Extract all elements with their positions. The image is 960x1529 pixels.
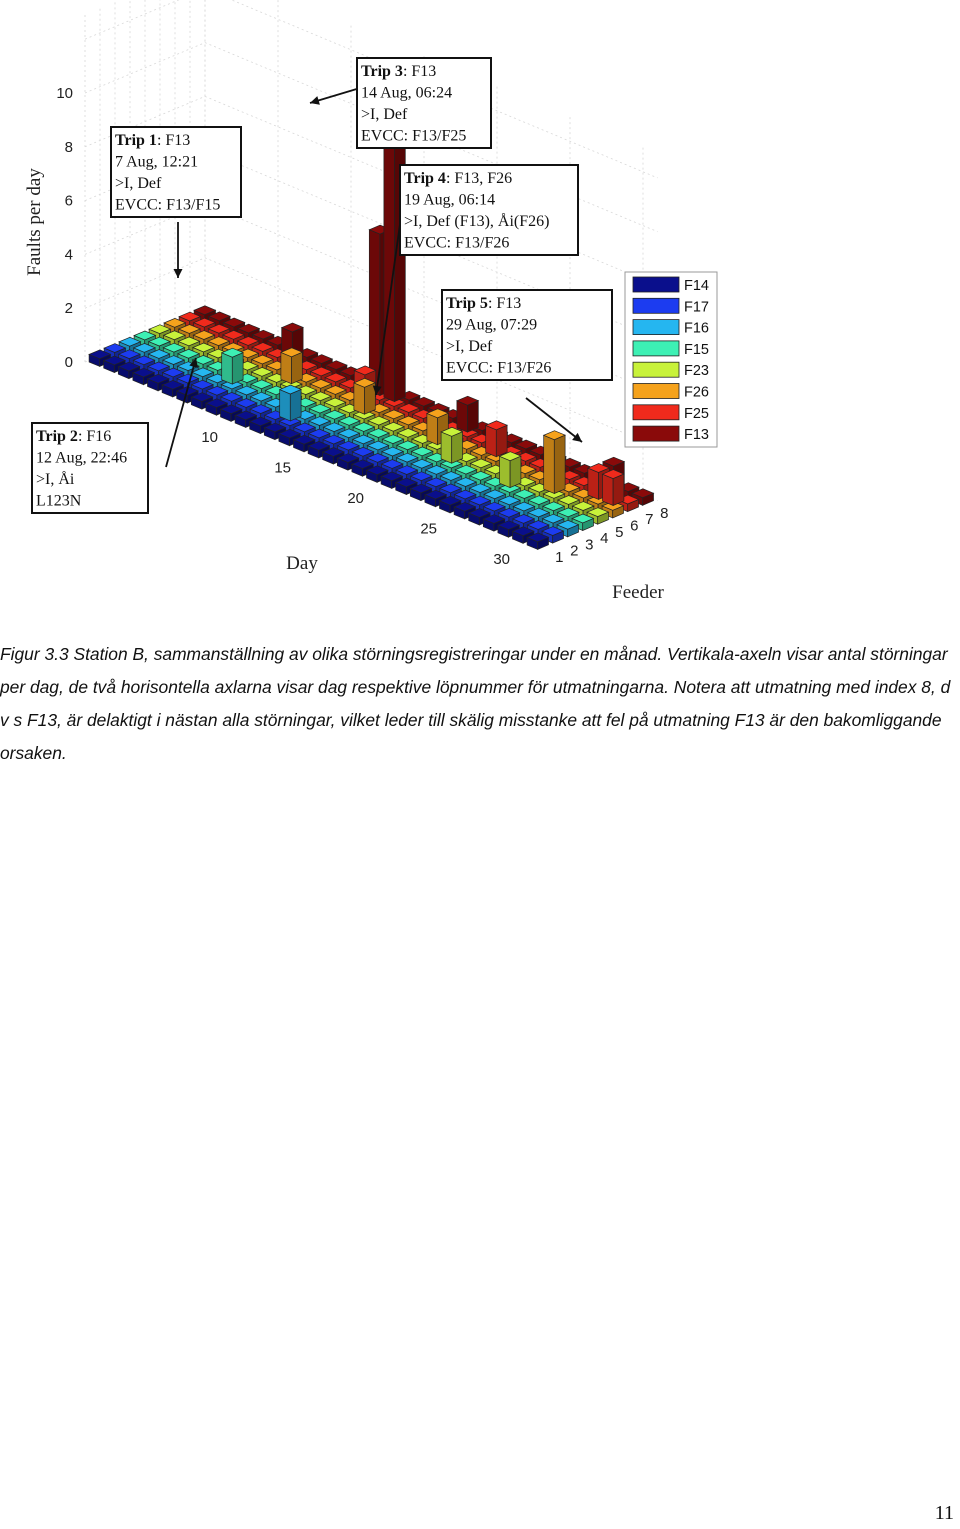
bar bbox=[441, 427, 462, 463]
annotation-trip-label: Trip 2 bbox=[36, 428, 78, 445]
day-tick-label: 20 bbox=[347, 489, 365, 507]
bar-side-face bbox=[290, 389, 301, 421]
figure-caption bbox=[0, 638, 958, 770]
x-axis-label: Day bbox=[286, 553, 318, 574]
bar-side-face bbox=[496, 425, 507, 457]
feeder-tick-label: 2 bbox=[570, 542, 579, 560]
annotation-line: 14 Aug, 06:24 bbox=[361, 84, 453, 102]
annotation-line: 19 Aug, 06:14 bbox=[404, 191, 496, 209]
day-tick-label: 25 bbox=[420, 520, 438, 538]
bar-chart-3d bbox=[0, 0, 960, 620]
legend-label: F17 bbox=[684, 299, 709, 316]
annotation-heading bbox=[36, 428, 111, 445]
bar-side-face bbox=[468, 401, 479, 433]
feeder-tick-label: 1 bbox=[555, 548, 564, 566]
annotation-heading bbox=[115, 132, 190, 149]
bar-front-face bbox=[384, 128, 395, 401]
annotation-feeder: : F16 bbox=[77, 428, 112, 445]
z-tick-label: 2 bbox=[64, 300, 73, 318]
feeder-tick-label: 8 bbox=[660, 504, 669, 522]
legend-label: F23 bbox=[684, 363, 709, 380]
bar-side-face bbox=[613, 474, 624, 506]
legend-swatch bbox=[633, 384, 679, 399]
legend-swatch bbox=[633, 362, 679, 377]
bar-front-face bbox=[281, 352, 292, 383]
annotation-trip-label: Trip 5 bbox=[446, 295, 488, 312]
bar-front-face bbox=[222, 353, 233, 384]
annotation-feeder: : F13 bbox=[487, 295, 522, 312]
legend-swatch bbox=[633, 405, 679, 420]
legend-label: F16 bbox=[684, 320, 709, 337]
z-tick-label: 10 bbox=[56, 85, 73, 102]
bar-front-face bbox=[603, 474, 614, 505]
legend-swatch bbox=[633, 341, 679, 356]
legend-label: F14 bbox=[684, 278, 709, 294]
annotation-trip-3 bbox=[310, 58, 491, 148]
annotation-line: 7 Aug, 12:21 bbox=[115, 153, 199, 171]
annotation-line: >I, Def bbox=[446, 338, 493, 355]
bar-front-face bbox=[280, 390, 291, 421]
annotation-line: EVCC: F13/F25 bbox=[361, 127, 467, 145]
bar bbox=[280, 385, 301, 421]
caption-label: Figur 3.3 bbox=[0, 644, 69, 664]
bar bbox=[222, 348, 243, 384]
legend-label: F25 bbox=[684, 405, 709, 422]
annotation-feeder: : F13, F26 bbox=[445, 170, 513, 187]
bar-side-face bbox=[554, 435, 565, 493]
bar bbox=[544, 431, 565, 494]
bar-side-face bbox=[232, 353, 243, 385]
legend-swatch bbox=[633, 320, 679, 335]
bar bbox=[281, 348, 302, 384]
bar-side-face bbox=[510, 456, 521, 488]
y-axis-label: Feeder bbox=[612, 582, 664, 603]
legend-label: F15 bbox=[684, 341, 709, 358]
annotation-line: 12 Aug, 22:46 bbox=[36, 449, 128, 467]
bar-side-face bbox=[452, 432, 463, 464]
bar bbox=[500, 452, 521, 488]
legend-swatch bbox=[633, 426, 679, 441]
legend-swatch bbox=[633, 277, 679, 292]
bar bbox=[354, 378, 375, 414]
annotation-line: L123N bbox=[36, 492, 82, 510]
chart-legend bbox=[625, 272, 717, 447]
annotation-heading bbox=[446, 295, 521, 312]
feeder-tick-label: 6 bbox=[630, 517, 639, 535]
legend-label: F13 bbox=[684, 427, 709, 444]
annotation-feeder: : F13 bbox=[156, 132, 191, 149]
bar-front-face bbox=[457, 401, 468, 432]
bar-front-face bbox=[544, 435, 555, 493]
bar-front-face bbox=[500, 456, 511, 487]
day-tick-label: 30 bbox=[493, 550, 511, 568]
feeder-tick-label: 7 bbox=[645, 511, 654, 529]
annotation-line: >I, Def bbox=[361, 106, 408, 123]
figure bbox=[0, 0, 960, 620]
feeder-tick-label: 3 bbox=[585, 536, 594, 554]
legend-swatch bbox=[633, 298, 679, 313]
annotation-feeder: : F13 bbox=[402, 63, 437, 80]
day-tick-label: 10 bbox=[201, 428, 219, 446]
annotation-trip-label: Trip 3 bbox=[361, 63, 403, 80]
z-tick-label: 4 bbox=[64, 246, 73, 264]
annotation-line: 29 Aug, 07:29 bbox=[446, 316, 538, 334]
annotation-heading bbox=[404, 170, 512, 187]
z-tick-label: 6 bbox=[64, 192, 73, 210]
annotation-line: EVCC: F13/F26 bbox=[446, 359, 552, 377]
bar bbox=[603, 470, 624, 506]
annotation-line: >I, Åi bbox=[36, 471, 75, 488]
bar bbox=[486, 421, 507, 457]
feeder-tick-label: 5 bbox=[615, 523, 624, 541]
bar bbox=[457, 396, 478, 432]
bar-front-face bbox=[486, 425, 497, 456]
z-axis-label: Faults per day bbox=[24, 168, 45, 276]
annotation-trip-label: Trip 1 bbox=[115, 132, 157, 149]
bar-front-face bbox=[427, 413, 438, 444]
z-tick-label: 8 bbox=[64, 138, 73, 156]
page-number: 11 bbox=[934, 1502, 954, 1524]
annotation-trip-1 bbox=[111, 127, 241, 278]
annotation-line: >I, Def (F13), Åi(F26) bbox=[404, 213, 550, 230]
legend-label: F26 bbox=[684, 384, 709, 401]
annotation-line: EVCC: F13/F26 bbox=[404, 234, 510, 252]
bar-front-face bbox=[354, 383, 365, 414]
bar-front-face bbox=[441, 432, 452, 463]
day-tick-label: 15 bbox=[274, 459, 292, 477]
caption-text: Station B, sammanställning av olika störningsregistreringar under en månad. Vertikala-axeln visar antal störningar per dag, de två horisontella axlarna visar dag respektive löpnummer för utmatningarna. Notera att utmatning med index 8, d v s F13, är delaktigt i nästan alla störningar, vilket leder till skälig misstanke att fel på utmatning F13 är den bakomliggande orsaken. bbox=[0, 644, 951, 763]
annotation-heading bbox=[361, 63, 436, 80]
bar-side-face bbox=[292, 352, 303, 384]
z-tick-label: 0 bbox=[64, 354, 73, 371]
feeder-tick-label: 4 bbox=[600, 530, 609, 548]
annotation-trip-label: Trip 4 bbox=[404, 170, 446, 187]
annotation-line: >I, Def bbox=[115, 175, 162, 192]
bar-front-face bbox=[588, 468, 599, 499]
annotation-line: EVCC: F13/F15 bbox=[115, 196, 221, 214]
